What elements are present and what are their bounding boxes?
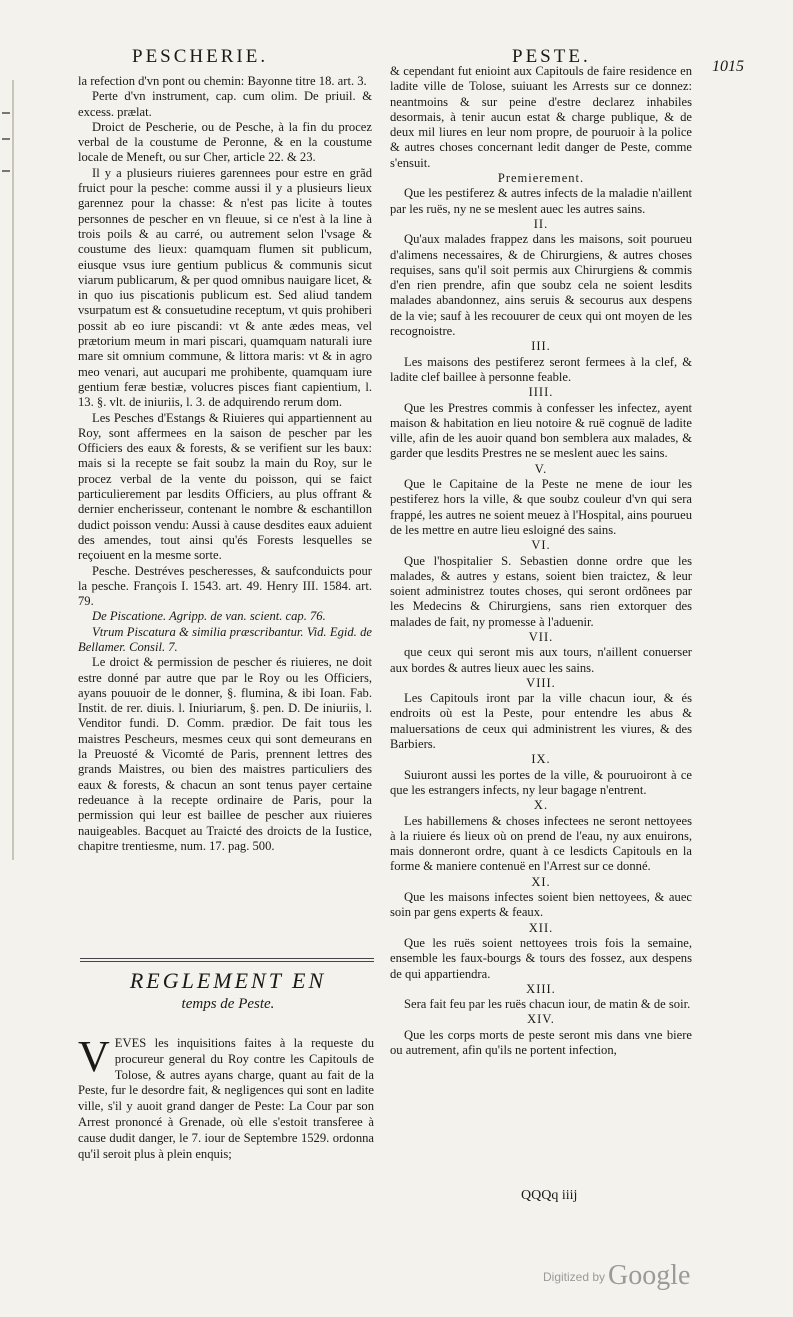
margin-mark <box>2 138 10 140</box>
article-text: Les maisons des pestiferez seront fermees à la clef, & ladite clef baillee à personne feable. <box>390 354 692 384</box>
article-number: V. <box>534 461 548 476</box>
article-number: XII. <box>528 920 554 935</box>
left-paragraph: Vtrum Piscatura & similia præscribantur. Vid. Egid. de Bellamer. Consil. 7. <box>78 624 372 654</box>
google-watermark: Google <box>608 1260 691 1291</box>
page-number: 1015 <box>712 58 744 75</box>
section-rule <box>80 961 374 962</box>
section-rule <box>80 958 374 959</box>
article-number: VII. <box>528 629 554 644</box>
left-paragraph: Perte d'vn instrument, cap. cum olim. De priuil. & excess. prælat. <box>78 89 372 119</box>
signature-mark: QQQq iiij <box>521 1188 578 1203</box>
article-number: IIII. <box>528 385 554 400</box>
article-text: que ceux qui seront mis aux tours, n'aillent conuerser aux bordes & autres lieux auec les sains. <box>390 645 692 675</box>
running-head-left: PESCHERIE. <box>132 46 269 67</box>
digitized-by-label: Digitized by <box>543 1270 606 1284</box>
left-column <box>78 74 372 854</box>
article-text: Que l'hospitalier S. Sebastien donne ordre que les malades, & autres y estans, soient bien traictez, & leur soient administrez toutes choses, qui seront ordõnees par les Medecins & Chirurgiens, sans rien extorquer des malades de fait, ny promesse à l'aduenir. <box>390 553 692 629</box>
article-text: Qu'aux malades frappez dans les maisons, soit pourueu d'alimens necessaires, & de Chirurgiens, & autres choses requises, sans qu'il soit permis aux Chirurgiens & commis d'en rien prendre, afin que soubz cela ne soient lesdits malades abandonnez, ains seruis & secourus aux despens de la vie; sauf à les recouurer de ceux qui ont moyen de les recognoistre. <box>390 232 692 339</box>
running-head-right: PESTE. <box>512 46 591 67</box>
margin-mark <box>2 112 10 114</box>
right-intro: & cependant fut enioint aux Capitouls de faire residence en ladite ville de Tolose, suiuant les Arrests sur ce donnez: neantmoins & sur peine d'estre declarez inhabiles desormais, à tenir aucun estat & charge publique, & de deux mil liures en leur nom propre, de pouruoir à la police & autres choses concernant ledit danger de Peste, comme s'ensuit. <box>390 64 692 170</box>
article-text: Sera fait feu par les ruës chacun iour, de matin & de soir. <box>404 997 691 1012</box>
section-body <box>78 1032 374 1162</box>
article-number: IX. <box>531 752 551 767</box>
article-text: Que les maisons infectes soient bien nettoyees, & auec soin par gens experts & feaux. <box>390 890 692 920</box>
left-paragraph: la refection d'vn pont ou chemin: Bayonne titre 18. art. 3. <box>78 74 367 88</box>
section-body-text: EVES les inquisitions faites à la requeste du procureur general du Roy contre les Capitouls de Tolose, & autres ayans charge, quant au fait de la Peste, fur le desordre fait, & negligences qui sont en ladite ville, s'il y auoit grand danger de Peste: La Cour par son Arrest prononcé à Grenade, où elle s'estoit transferee à cause dudit danger, le 7. iour de Septembre 1529. ordonna qu'il seroit plus à plein enquis; <box>78 1036 374 1161</box>
article-number: XI. <box>531 874 551 889</box>
binding-edge <box>12 80 14 860</box>
section-subtitle: temps de Peste. <box>181 996 275 1012</box>
article-number: X. <box>533 798 549 813</box>
article-number: III. <box>531 339 551 354</box>
left-paragraph: Il y a plusieurs riuieres garennees pour estre en grãd fruict pour la pesche: comme aussi il y a plusieurs lieux garennez pour la chasse: & n'est pas licite à toutes personnes de pescher en vn fleuue, si ce n'est à la line à trois poils & au carré, ou autrement selon l'vsage & coustume des lieux: quamquam flumen sit publicum, eiusque vsus iure gentium publicus & communis sicut viarum publicarum, & per quod omnibus nauigare licet, & in quo ius piscationis publicum est. Sed aliud tandem vsurpatum est & consuetudine receptum, vt quis prohiberi possit ab eo iure piscandi: vt & ante ædes meas, vel prætorium meum in mari piscari, quamquam naturali iure mare sit omnium commune, & littora maris: vt & in agro meo venari, aut aucupari me prohibente, quamquam iure gentium feræ bestiæ, volucres pisces fiant capientium, l. 13. §. vlt. de iniuriis, l. 3. de adquirendo rerum dom. <box>78 165 372 410</box>
right-column <box>390 64 692 1058</box>
left-paragraph: De Piscatione. Agripp. de van. scient. cap. 76. <box>92 609 326 624</box>
article-number: VIII. <box>526 675 556 690</box>
left-paragraph: Le droict & permission de pescher és riuieres, ne doit estre donné par autre que par le Roy ou les Officiers, ayans pouuoir de le donner, §. flumina, & ibi Ioan. Fab. Instit. de rer. diuis. l. Iniuriarum, §. pen. D. De iniuriis, l. Venditor fundi. D. Comm. prædior. De fait tous les maistres Pescheurs, mesmes ceux qui sont demeurans en la Preuosté & Vicomté de Paris, prennent lettres des grands Maistres, ou bien des maistres particuliers des eaux & forests, & chacun an sont tenus payer certaine redeuance à la recepte ordinaire de Paris, pour la permission qui leur est baillee de pescher aux riuieres nauigeables. Bacquet au Traicté des droicts de la Iustice, chapitre trentiesme, num. 17. pag. 500. <box>78 655 372 853</box>
article-text: Que les Prestres commis à confesser les infectez, ayent maison & habitation en lieu notoire & ruë cognuë de ladite ville, afin de les auoir quand bon semblera aux malades, & garder que lesdits Prestres ne se meslent auec les sains. <box>390 400 692 461</box>
article-number: XIV. <box>527 1012 555 1027</box>
article-number: VI. <box>531 538 551 553</box>
article-text: Suiuront aussi les portes de la ville, & pouruoiront à ce que les estrangers infects, ny leur bagage n'entrent. <box>390 767 692 797</box>
article-text: Les Capitouls iront par la ville chacun iour, & és endroits où est la Peste, pour entendre les abus & maluersations de ceux qui administrent les viures, & des Barbiers. <box>390 691 692 752</box>
article-text: Que les pestiferez & autres infects de la maladie n'aillent par les ruës, ny ne se meslent auec les autres sains. <box>390 186 692 216</box>
drop-cap: V <box>78 1032 110 1081</box>
article-text: Que les ruës soient nettoyees trois fois la semaine, ensemble les faux-bourgs & tours des fossez, aux despens de qui appartiendra. <box>390 935 692 981</box>
left-paragraph: Droict de Pescherie, ou de Pesche, à la fin du procez verbal de la coustume de Peronne, & en la coustume locale de Meneft, ou sur Cher, article 22. & 23. <box>78 119 372 165</box>
section-title: REGLEMENT EN <box>129 968 327 993</box>
article-number: XIII. <box>526 981 556 996</box>
article-text: Que le Capitaine de la Peste ne mene de iour les pestiferez hors la ville, & que soubz couleur d'vn qui sera frappé, les autres ne soient meuez à l'Hospital, ains pourueu de les mettre en autre lieu esloigné des sains. <box>390 477 692 537</box>
article-text: Que les corps morts de peste seront mis dans vne biere ou autrement, afin qu'ils ne portent infection, <box>390 1027 692 1057</box>
left-paragraph: Les Pesches d'Estangs & Riuieres qui appartiennent au Roy, sont affermees en la saison de pescher par les Officiers des eaux & forests, & se verifient sur les baux: mais si la recepte se fait soubz la main du Roy, sur le procez verbal de la vente du poisson, qui se faict particulierement par lesdits Officiers, au plus offrant & dernier encherisseur, contenant le nombre & eschantillon dudict poisson vendu: Aussi à cause desdites eaux aduient des amendes, tout ainsi qu'és Forests lesquelles se reçoiuent en la mesme sorte. <box>78 410 372 563</box>
left-paragraph: Pesche. Destréves pescheresses, & saufconduicts pour la pesche. François I. 1543. art. 49. Henry III. 1584. art. 79. <box>78 563 372 609</box>
article-number: II. <box>533 216 549 231</box>
margin-mark <box>2 170 10 172</box>
article-text: Les habillemens & choses infectees ne seront nettoyees à la riuiere és lieux où on prend de l'eau, ny aux enuirons, mais donneront ordre, quant à ce lesdicts Capitouls en la forme & maniere contenuë en l'Arrest sur ce donné. <box>390 813 692 874</box>
article-number: Premierement. <box>497 171 585 186</box>
